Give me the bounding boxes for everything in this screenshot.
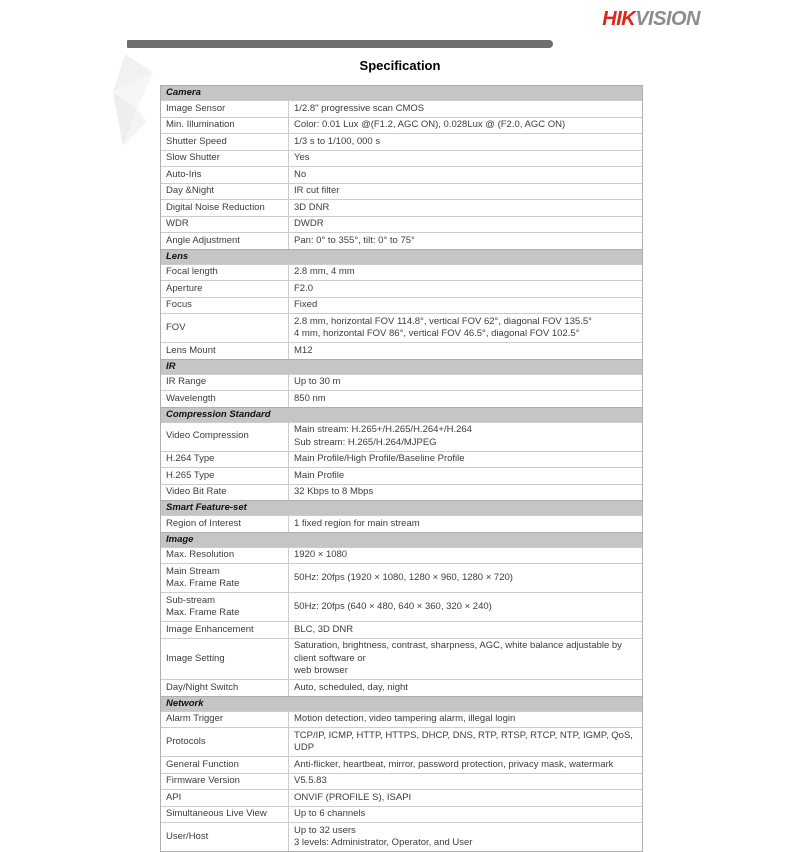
spec-label (161, 622, 289, 638)
spec-label (161, 790, 289, 806)
spec-row (161, 773, 642, 790)
cell-line: Fixed (294, 299, 318, 310)
spec-value (289, 265, 642, 281)
spec-value (289, 757, 642, 773)
cell-line: Simultaneous Live View (166, 808, 267, 819)
spec-label (161, 167, 289, 183)
spec-row (161, 806, 642, 823)
spec-label (161, 712, 289, 728)
spec-label (161, 807, 289, 823)
cell-line: Main Profile/High Profile/Baseline Profile (294, 453, 465, 464)
spec-value (289, 712, 642, 728)
spec-row (161, 679, 642, 696)
cell-line: Aperture (166, 282, 203, 294)
spec-table (160, 85, 643, 852)
cell-line: 850 nm (294, 392, 326, 404)
cell-line: IR cut filter (294, 185, 340, 196)
spec-label (161, 516, 289, 532)
spec-value (289, 564, 642, 592)
cell-line: Region of Interest (166, 517, 241, 529)
cell-line: Image Enhancement (166, 623, 254, 635)
cell-line: H.265 Type (166, 469, 215, 481)
cell-line: General Function (166, 758, 239, 770)
spec-row (161, 150, 642, 167)
spec-label (161, 593, 289, 621)
spec-row (161, 711, 642, 728)
cell-line: Color: 0.01 Lux @(F1.2, AGC ON), 0.028Lux @ (F2.0, AGC ON) (294, 119, 566, 130)
spec-label (161, 468, 289, 484)
spec-row (161, 117, 642, 134)
spec-label (161, 639, 289, 680)
cell-line: Min. Illumination (166, 119, 235, 130)
cell-line: Auto, scheduled, day, night (294, 681, 408, 693)
cell-line: Angle Adjustment (166, 234, 240, 246)
spec-value (289, 593, 642, 621)
spec-value (289, 281, 642, 297)
spec-value (289, 200, 642, 216)
hikvision-logo (602, 8, 700, 31)
spec-value (289, 728, 642, 756)
spec-label (161, 343, 289, 359)
spec-value (289, 101, 642, 117)
cell-line: 3D DNR (294, 201, 330, 213)
logo-red-text: HIK (602, 8, 636, 30)
spec-label (161, 101, 289, 117)
spec-value (289, 134, 642, 150)
spec-row (161, 313, 642, 342)
cell-line: Wavelength (166, 392, 216, 404)
section-header-1: Lens (161, 249, 642, 264)
cell-line: Day/Night Switch (166, 681, 239, 693)
spec-row (161, 297, 642, 314)
spec-label (161, 823, 289, 851)
spec-label (161, 548, 289, 564)
cell-line: Slow Shutter (166, 152, 220, 163)
cell-line: 2.8 mm, 4 mm (294, 266, 355, 277)
spec-value (289, 639, 642, 680)
spec-value (289, 680, 642, 696)
cell-line: Main stream: H.265+/H.265/H.264+/H.264 (294, 424, 472, 435)
section-header-4: Smart Feature-set (161, 500, 642, 515)
section-header-6: Network (161, 696, 642, 711)
cell-line: Motion detection, video tampering alarm, illegal login (294, 713, 516, 724)
spec-value (289, 233, 642, 249)
spec-row (161, 822, 642, 851)
spec-value (289, 184, 642, 200)
cell-line: 1920 × 1080 (294, 549, 348, 560)
spec-label (161, 200, 289, 216)
cell-line: Alarm Trigger (166, 713, 224, 724)
spec-row (161, 166, 642, 183)
spec-value (289, 774, 642, 790)
cell-line: Focal length (166, 266, 218, 277)
cell-line: Lens Mount (166, 344, 216, 356)
cell-line: Max. Frame Rate (166, 578, 240, 589)
spec-value (289, 314, 642, 342)
spec-row (161, 100, 642, 117)
spec-row (161, 342, 642, 359)
spec-row (161, 264, 642, 281)
spec-label (161, 233, 289, 249)
cell-line: Shutter Speed (166, 135, 227, 147)
spec-value (289, 375, 642, 391)
spec-row (161, 789, 642, 806)
cell-line: 2.8 mm, horizontal FOV 114.8°, vertical FOV 62°, diagonal FOV 135.5° (294, 315, 592, 327)
cell-line: User/Host (166, 830, 209, 842)
spec-value (289, 151, 642, 167)
spec-row (161, 280, 642, 297)
cell-line: TCP/IP, ICMP, HTTP, HTTPS, DHCP, DNS, RTP, RTSP, RTCP, NTP, IGMP, QoS, UDP (294, 729, 633, 753)
spec-label (161, 118, 289, 134)
spec-row (161, 756, 642, 773)
cell-line: WDR (166, 218, 189, 229)
cell-line: 50Hz: 20fps (1920 × 1080, 1280 × 960, 1280 × 720) (294, 571, 513, 583)
spec-value (289, 118, 642, 134)
cell-line: M12 (294, 344, 313, 356)
cell-line: ONVIF (PROFILE S), ISAPI (294, 791, 412, 803)
spec-label (161, 281, 289, 297)
spec-value (289, 468, 642, 484)
spec-value (289, 807, 642, 823)
spec-row (161, 727, 642, 756)
spec-row (161, 374, 642, 391)
cell-line: Video Compression (166, 430, 249, 442)
spec-row (161, 451, 642, 468)
spec-label (161, 423, 289, 451)
spec-value (289, 391, 642, 407)
spec-label (161, 314, 289, 342)
cell-line: API (166, 791, 182, 803)
cell-line: BLC, 3D DNR (294, 623, 354, 635)
spec-value (289, 516, 642, 532)
spec-label (161, 375, 289, 391)
header-bar (127, 40, 553, 48)
spec-row (161, 216, 642, 233)
cell-line: Auto-Iris (166, 168, 202, 180)
cell-line: Pan: 0° to 355°, tilt: 0° to 75° (294, 234, 415, 246)
cell-line: Yes (294, 152, 310, 163)
cell-line: Day &Night (166, 185, 215, 196)
spec-row (161, 232, 642, 249)
spec-value (289, 823, 642, 851)
spec-row (161, 183, 642, 200)
spec-row (161, 390, 642, 407)
section-header-3: Compression Standard (161, 407, 642, 422)
spec-row (161, 515, 642, 532)
spec-value (289, 548, 642, 564)
cell-line: No (294, 168, 307, 180)
cell-line: Focus (166, 299, 192, 310)
cell-line: 1/3 s to 1/100, 000 s (294, 135, 381, 147)
page-title: Specification (359, 58, 441, 73)
spec-label (161, 564, 289, 592)
spec-label (161, 184, 289, 200)
cell-line: 3 levels: Administrator, Operator, and User (294, 837, 473, 848)
cell-line: Main Profile (294, 469, 345, 481)
cell-line: Anti-flicker, heartbeat, mirror, password protection, privacy mask, watermark (294, 758, 614, 770)
spec-value (289, 217, 642, 233)
cell-line: 1/2.8" progressive scan CMOS (294, 102, 425, 114)
cell-line: 32 Kbps to 8 Mbps (294, 486, 374, 497)
cell-line: 1 fixed region for main stream (294, 517, 420, 529)
cell-line: Up to 32 users (294, 824, 356, 836)
spec-row (161, 422, 642, 451)
cell-line: Protocols (166, 735, 206, 747)
cell-line: Video Bit Rate (166, 486, 227, 497)
spec-value (289, 790, 642, 806)
cell-line: Up to 6 channels (294, 808, 366, 819)
spec-label (161, 217, 289, 233)
cell-line: FOV (166, 321, 186, 333)
cell-line: Max. Resolution (166, 549, 235, 560)
cell-line: Main Stream (166, 565, 220, 577)
spec-label (161, 151, 289, 167)
spec-label (161, 774, 289, 790)
spec-row (161, 199, 642, 216)
spec-value (289, 167, 642, 183)
spec-value (289, 622, 642, 638)
cell-line: 50Hz: 20fps (640 × 480, 640 × 360, 320 × 240) (294, 600, 492, 612)
spec-row (161, 592, 642, 621)
cell-line: 4 mm, horizontal FOV 86°, vertical FOV 46.5°, diagonal FOV 102.5° (294, 328, 580, 339)
section-header-2: IR (161, 359, 642, 374)
spec-row (161, 133, 642, 150)
spec-value (289, 485, 642, 501)
cell-line: Saturation, brightness, contrast, sharpness, AGC, white balance adjustable by client software or (294, 640, 622, 664)
cell-line: DWDR (294, 218, 324, 229)
cell-line: IR Range (166, 376, 207, 387)
section-header-5: Image (161, 532, 642, 547)
cell-line: Up to 30 m (294, 376, 341, 387)
spec-value (289, 423, 642, 451)
spec-value (289, 298, 642, 314)
spec-row (161, 467, 642, 484)
section-header-0: Camera (161, 86, 642, 100)
spec-row (161, 484, 642, 501)
spec-row (161, 547, 642, 564)
cell-line: Firmware Version (166, 775, 240, 786)
spec-label (161, 757, 289, 773)
spec-label (161, 298, 289, 314)
cell-line: H.264 Type (166, 453, 215, 464)
spec-label (161, 680, 289, 696)
cell-line: Image Setting (166, 652, 225, 664)
spec-label (161, 134, 289, 150)
spec-row (161, 638, 642, 680)
spec-label (161, 265, 289, 281)
cell-line: Max. Frame Rate (166, 607, 240, 618)
spec-label (161, 391, 289, 407)
cell-line: F2.0 (294, 282, 314, 294)
spec-label (161, 452, 289, 468)
cell-line: web browser (294, 665, 348, 676)
cell-line: Digital Noise Reduction (166, 201, 265, 213)
spec-value (289, 343, 642, 359)
cell-line: Sub stream: H.265/H.264/MJPEG (294, 436, 437, 448)
spec-label (161, 728, 289, 756)
cell-line: Sub-stream (166, 594, 216, 606)
spec-value (289, 452, 642, 468)
spec-row (161, 563, 642, 592)
cell-line: V5.5.83 (294, 775, 327, 786)
spec-row (161, 621, 642, 638)
logo-gray-text: VISION (635, 8, 700, 30)
cell-line: Image Sensor (166, 102, 226, 114)
spec-label (161, 485, 289, 501)
